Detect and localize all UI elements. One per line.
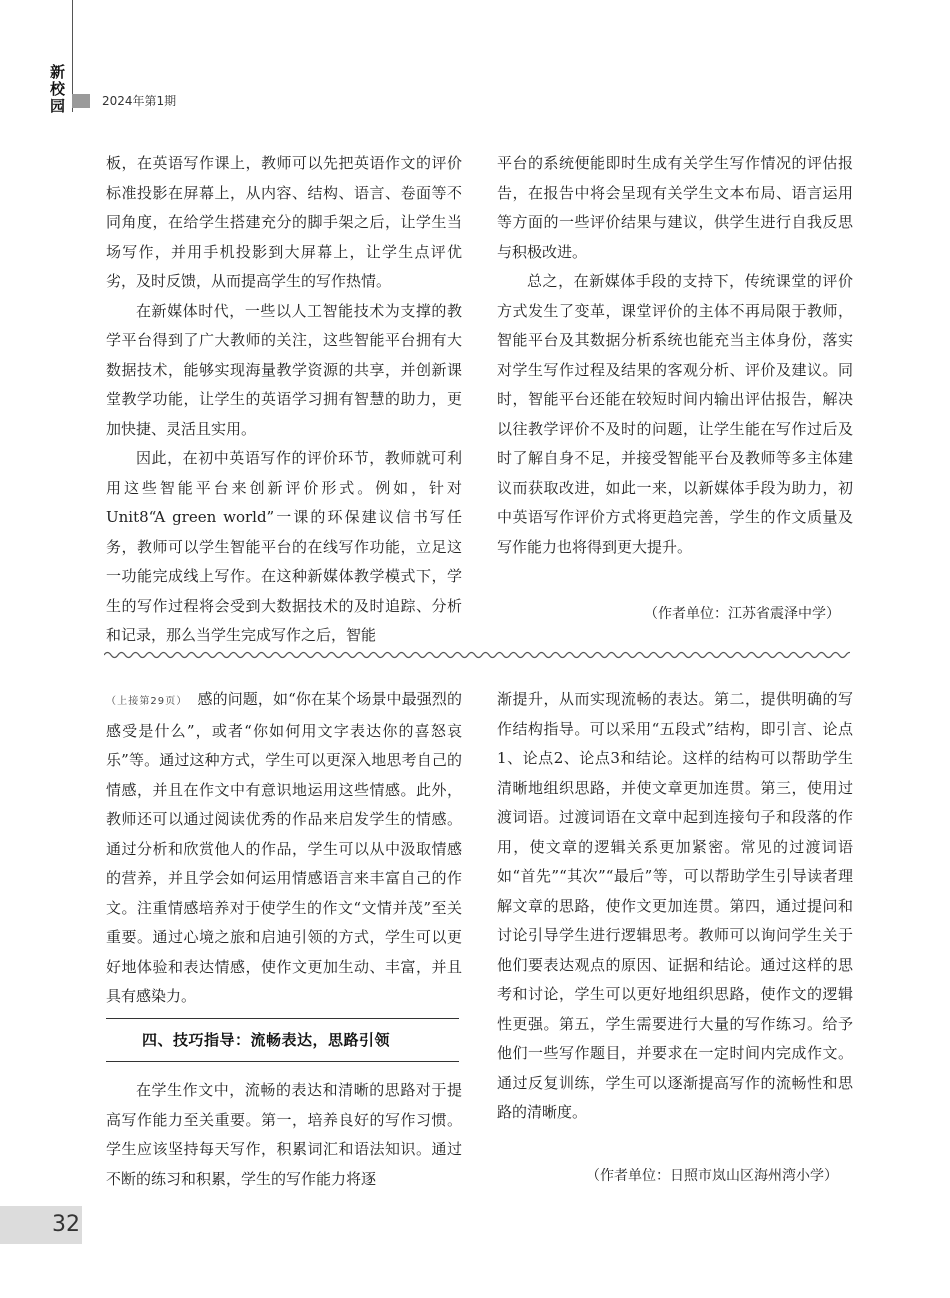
continued-from-label: （上接第29页）: [106, 696, 188, 707]
wavy-divider: [104, 648, 850, 662]
logo-char: 新: [50, 63, 66, 81]
article2-author: （作者单位：日照市岚山区海州湾小学）: [586, 1168, 838, 1184]
paragraph: 因此，在初中英语写作的评价环节，教师就可利用这些智能平台来创新评价形式。例如，针对Unit8“A green world”一课的环保建议信书写任务，教师可以学生智能平台的在线写作功能，立足这一功能完成线上写作。在这种新媒体教学模式下，学生的写作过程将会受到大数据技术的及时追踪、分析和记录，那么当学生完成写作之后，智能: [106, 449, 462, 644]
page-number: 32: [52, 1212, 80, 1237]
paragraph: 在学生作文中，流畅的表达和清晰的思路对于提高写作能力至关重要。第一，培养良好的写作习惯。学生应该坚持每天写作，积累词汇和语法知识。通过不断的练习和积累，学生的写作能力将逐: [106, 1081, 462, 1188]
paragraph-text: 感的问题，如“你在某个场景中最强烈的感受是什么”，或者“你如何用文字表达你的喜怒哀乐”等。通过这种方式，学生可以更深入地思考自己的情感，并且在作文中有意识地运用这些情感。此外，教师还可以通过阅读优秀的作品来启发学生的情感。通过分析和欣赏他人的作品，学生可以从中汲取情感的营养，并且学会如何运用情感语言来丰富自己的作文。注重情感培养对于使学生的作文“文情并茂”至关重要。通过心境之旅和启迪引领的方式，学生可以更好地体验和表达情感，使作文更加生动、丰富，并且具有感染力。: [106, 690, 462, 1005]
section-heading-box: [106, 1018, 459, 1062]
article1-left-column: [106, 149, 462, 651]
article1-author: （作者单位：江苏省震泽中学）: [644, 606, 840, 622]
section-title: 四、技巧指导：流畅表达，思路引领: [142, 1031, 391, 1049]
paragraph: 渐提升，从而实现流畅的表达。第二，提供明确的写作结构指导。可以采用“五段式”结构，即引言、论点1、论点2、论点3和结论。这样的结构可以帮助学生清晰地组织思路，并使文章更加连贯。第三，使用过渡词语。过渡词语在文章中起到连接句子和段落的作用，使文章的逻辑关系更加紧密。常见的过渡词语如“首先”“其次”“最后”等，可以帮助学生引导读者理解文章的思路，使作文更加连贯。第四，通过提问和讨论引导学生进行逻辑思考。教师可以询问学生关于他们要表达观点的原因、证据和结论。通过这样的思考和讨论，学生可以更好地组织思路，使作文的逻辑性更强。第五，学生需要进行大量的写作练习。给予他们一些写作题目，并要求在一定时间内完成作文。通过反复训练，学生可以逐渐提高写作的流畅性和思路的清晰度。: [497, 690, 853, 1121]
article2-right-column: [497, 685, 853, 1128]
issue-label: 2024年第1期: [102, 94, 177, 108]
paragraph: 板，在英语写作课上，教师可以先把英语作文的评价标准投影在屏幕上，从内容、结构、语言、卷面等不同角度，在给学生搭建充分的脚手架之后，让学生当场写作，并用手机投影到大屏幕上，让学生点评优劣，及时反馈，从而提高学生的写作热情。: [106, 154, 462, 290]
paragraph: 总之，在新媒体手段的支持下，传统课堂的评价方式发生了变革，课堂评价的主体不再局限于教师，智能平台及其数据分析系统也能充当主体身份，落实对学生写作过程及结果的客观分析、评价及建议。同时，智能平台还能在较短时间内输出评估报告，解决以往教学评价不及时的问题，让学生能在写作过后及时了解自身不足，并接受智能平台及教师等多主体建议而获取改进，如此一来，以新媒体手段为助力，初中英语写作评价方式将更趋完善，学生的作文质量及写作能力也将得到更大提升。: [497, 272, 853, 556]
header-accent-block: [72, 94, 90, 108]
paragraph: [106, 685, 462, 1012]
magazine-logo: [50, 64, 70, 115]
article2-left-column-lower: [106, 1076, 462, 1194]
paragraph: 在新媒体时代，一些以人工智能技术为支撑的教学平台得到了广大教师的关注，这些智能平台拥有大数据技术，能够实现海量教学资源的共享，并创新课堂教学功能，让学生的英语学习拥有智慧的助力，更加快捷、灵活且实用。: [106, 301, 462, 438]
logo-char: 园: [50, 97, 66, 115]
logo-char: 校: [50, 80, 66, 98]
article1-right-column: [497, 149, 853, 562]
paragraph: 平台的系统便能即时生成有关学生写作情况的评估报告，在报告中将会呈现有关学生文本布局、语言运用等方面的一些评价结果与建议，供学生进行自我反思与积极改进。: [497, 154, 853, 261]
article2-left-column: [106, 685, 462, 1012]
